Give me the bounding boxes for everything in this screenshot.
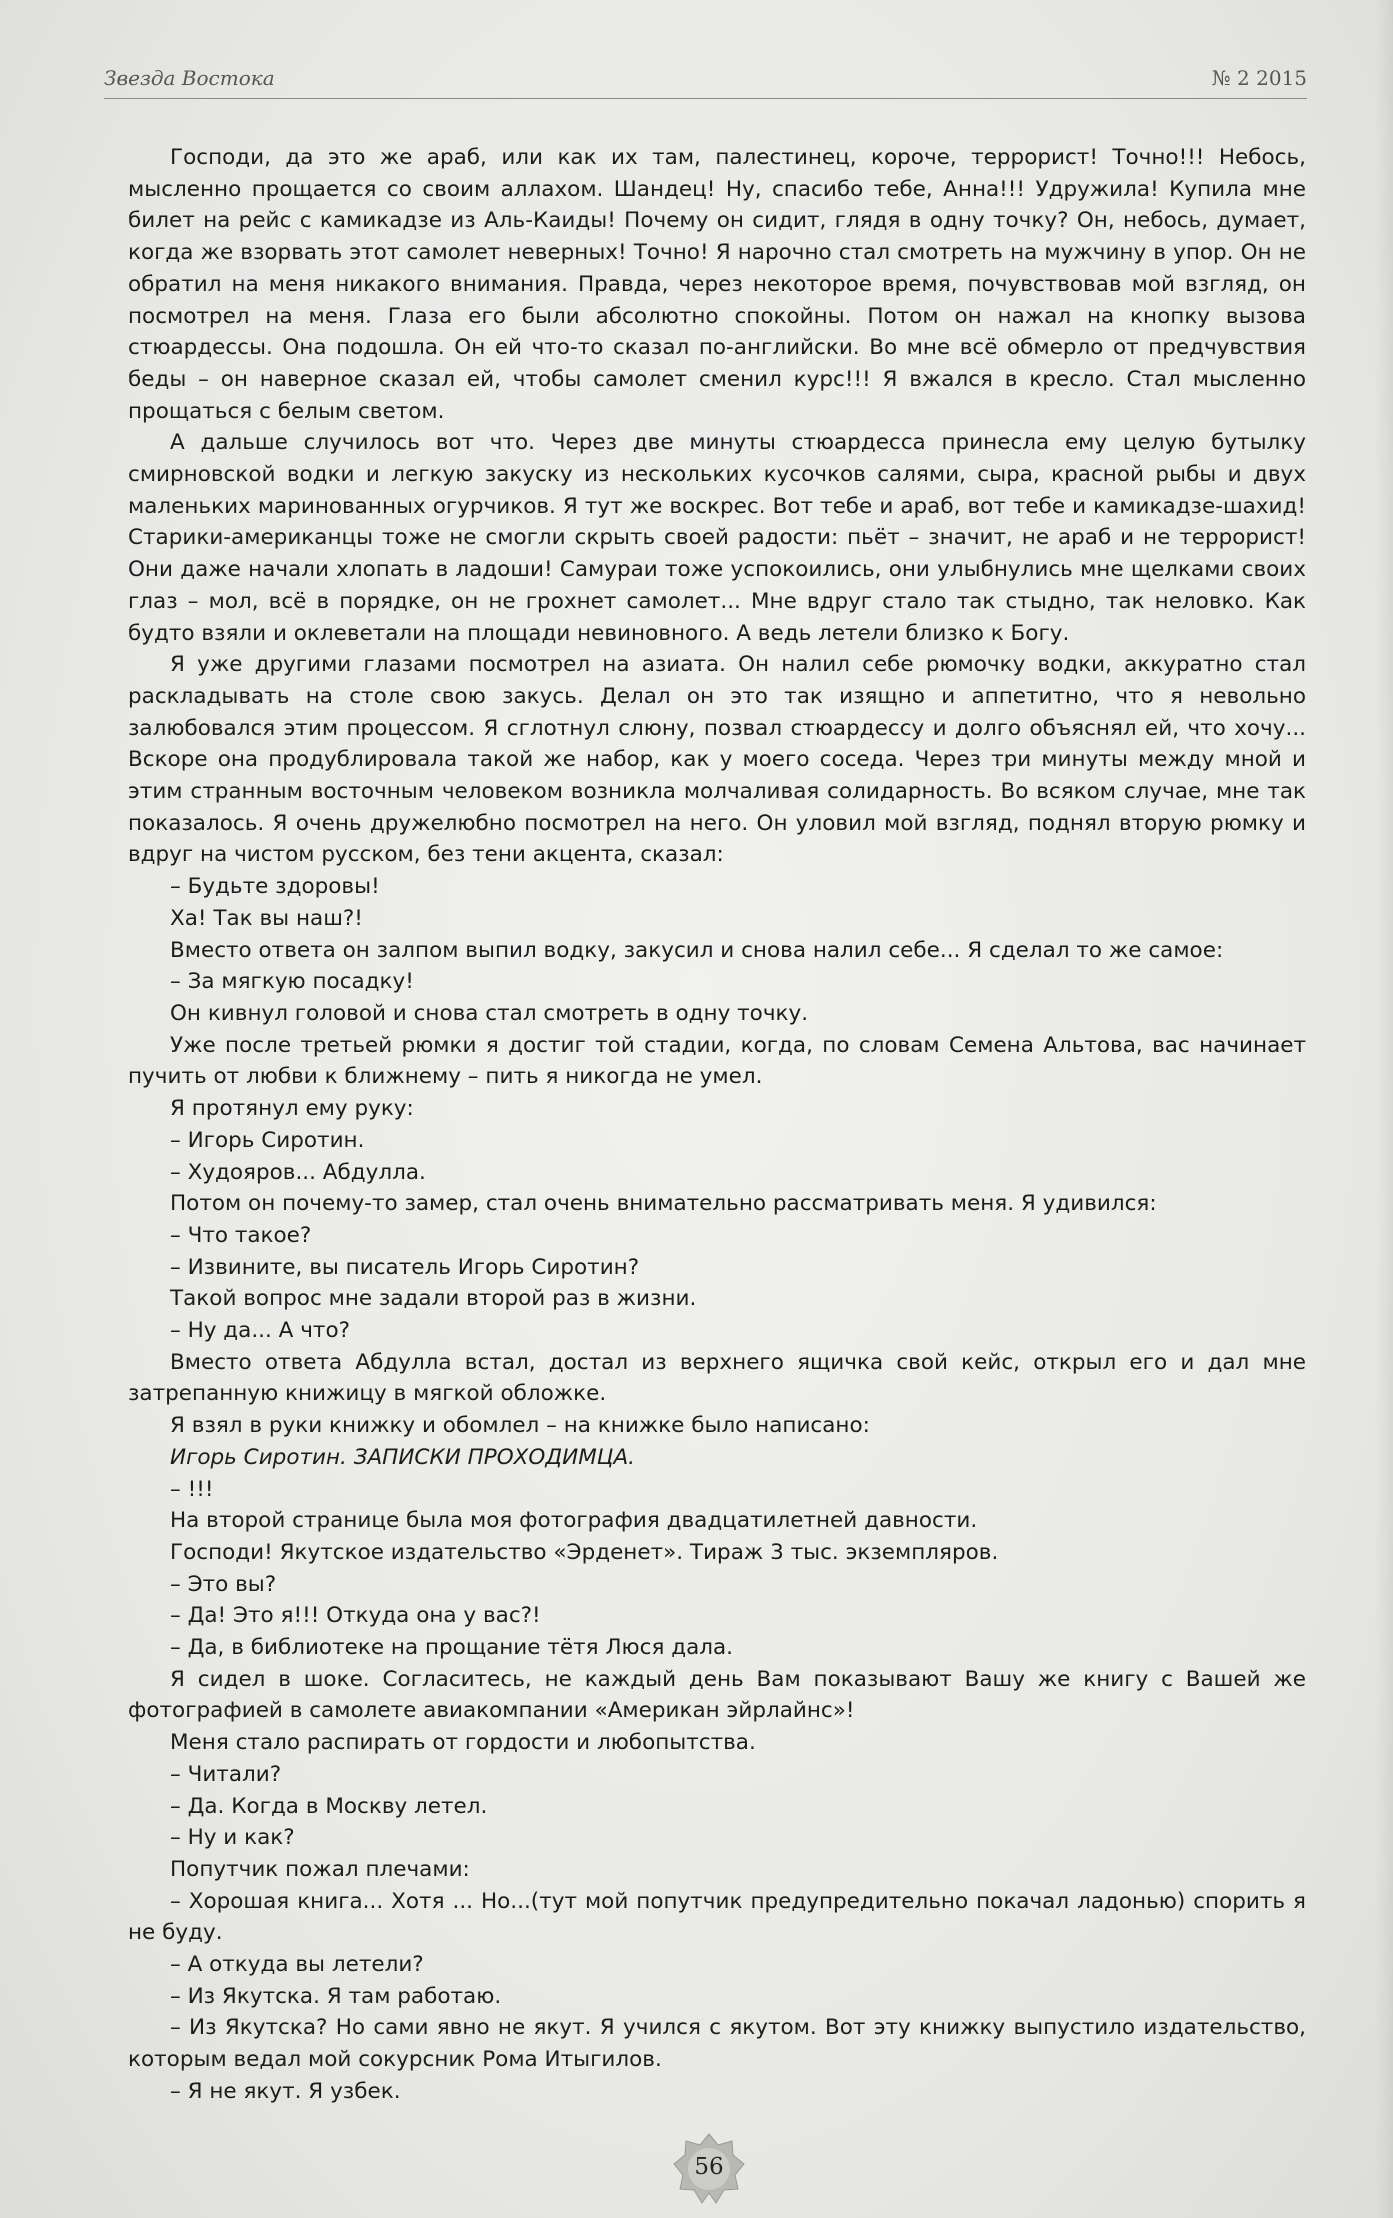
issue-number: № 2 2015	[1211, 66, 1307, 90]
article-body	[128, 142, 1306, 2108]
page-number: 56	[694, 2154, 724, 2180]
paragraph: А дальше случилось вот что. Через две минуты стюардесса принесла ему целую бутылку смирновской водки и легкую закуску из нескольких кусочков салями, сыра, красной рыбы и двух маленьких маринованных огурчиков. Я тут же воскрес. Вот тебе и араб, вот тебе и камикадзе-шахид! Старики-американцы тоже не смогли скрыть своей радости: пьёт – значит, не араб и не террорист! Они даже начали хлопать в ладоши! Самураи тоже успокоились, они улыбнулись мне щелками своих глаз – мол, всё в порядке, он не грохнет самолет... Мне вдруг стало так стыдно, так неловко. Как будто взяли и оклеветали на площади невиновного. А ведь летели близко к Богу.	[128, 430, 1306, 646]
paragraph: Такой вопрос мне задали второй раз в жизни.	[170, 1286, 697, 1312]
paragraph: – Да, в библиотеке на прощание тётя Люся дала.	[170, 1635, 734, 1661]
paragraph: – Читали?	[170, 1761, 282, 1787]
paragraph: Я взял в руки книжку и обомлел – на книжке было написано:	[170, 1413, 870, 1439]
paragraph: – За мягкую посадку!	[170, 969, 414, 995]
paragraph: Уже после третьей рюмки я достиг той стадии, когда, по словам Семена Альтова, вас начинает пучить от любви к ближнему – пить я никогда не умел.	[128, 1032, 1306, 1090]
paragraph: – Худояров... Абдулла.	[170, 1159, 426, 1185]
paragraph: Он кивнул головой и снова стал смотреть в одну точку.	[170, 1000, 809, 1026]
paragraph: Я протянул ему руку:	[170, 1096, 414, 1122]
paragraph: – Что такое?	[170, 1222, 312, 1248]
paragraph: Вместо ответа Абдулла встал, достал из верхнего ящичка свой кейс, открыл его и дал мне затрепанную книжицу в мягкой обложке.	[128, 1349, 1306, 1407]
page-footer	[0, 2128, 1393, 2208]
scan-edge-shadow	[1375, 0, 1393, 2218]
paragraph: – Это вы?	[170, 1571, 277, 1597]
paragraph: – !!!	[170, 1476, 214, 1502]
paragraph: – Хорошая книга... Хотя ... Но...(тут мой попутчик предупредительно покачал ладонью) спорить я не буду.	[128, 1888, 1306, 1946]
paragraph: Господи, да это же араб, или как их там, палестинец, короче, террорист! Точно!!! Небось, мысленно прощается со своим аллахом. Шандец! Ну, спасибо тебе, Анна!!! Удружила! Купила мне билет на рейс с камикадзе из Аль-Каиды! Почему он сидит, глядя в одну точку? Он, небось, думает, когда же взорвать этот самолет неверных! Точно! Я нарочно стал смотреть на мужчину в упор. Он не обратил на меня никакого внимания. Правда, через некоторое время, почувствовав мой взгляд, он посмотрел на меня. Глаза его были абсолютно спокойны. Потом он нажал на кнопку вызова стюардессы. Она подошла. Он ей что-то сказал по-английски. Во мне всё обмерло от предчувствия беды – он наверное сказал ей, чтобы самолет сменил курс!!! Я вжался в кресло. Стал мысленно прощаться с белым светом.	[128, 145, 1306, 424]
paragraph: Игорь Сиротин. ЗАПИСКИ ПРОХОДИМЦА.	[170, 1444, 636, 1470]
paragraph: Ха! Так вы наш?!	[170, 905, 363, 931]
paragraph: – А откуда вы летели?	[170, 1952, 424, 1978]
paragraph: Вместо ответа он залпом выпил водку, закусил и снова налил себе... Я сделал то же самое:	[170, 937, 1224, 963]
paragraph: – Будьте здоровы!	[170, 874, 380, 900]
paragraph: – Я не якут. Я узбек.	[170, 2078, 401, 2104]
paragraph: Попутчик пожал плечами:	[170, 1856, 470, 1882]
paragraph: Потом он почему-то замер, стал очень внимательно рассматривать меня. Я удивился:	[170, 1191, 1157, 1217]
paragraph: – Да. Когда в Москву летел.	[170, 1793, 488, 1819]
paragraph: На второй странице была моя фотография двадцатилетней давности.	[170, 1508, 978, 1534]
paragraph: Я уже другими глазами посмотрел на азиата. Он налил себе рюмочку водки, аккуратно стал раскладывать на столе свою закусь. Делал он это так изящно и аппетитно, что я невольно залюбовался этим процессом. Я сглотнул слюну, позвал стюардессу и долго объяснял ей, что хочу... Вскоре она продублировала такой же набор, как у моего соседа. Через три минуты между мной и этим странным восточным человеком возникла молчаливая солидарность. Во всяком случае, мне так показалось. Я очень дружелюбно посмотрел на него. Он уловил мой взгляд, поднял вторую рюмку и вдруг на чистом русском, без тени акцента, сказал:	[128, 652, 1306, 868]
paragraph: – Да! Это я!!! Откуда она у вас?!	[170, 1603, 541, 1629]
paragraph: – Ну и как?	[170, 1825, 295, 1851]
paragraph: – Ну да... А что?	[170, 1318, 351, 1344]
paragraph: – Извините, вы писатель Игорь Сиротин?	[170, 1254, 640, 1280]
paragraph: Меня стало распирать от гордости и любопытства.	[170, 1730, 756, 1756]
paragraph: – Из Якутска? Но сами явно не якут. Я учился с якутом. Вот эту книжку выпустило издательство, которым ведал мой сокурсник Рома Итыгилов.	[128, 2015, 1306, 2073]
paragraph: Господи! Якутское издательство «Эрденет». Тираж 3 тыс. экземпляров.	[170, 1539, 999, 1565]
journal-title: Звезда Востока	[104, 66, 275, 90]
running-header	[104, 62, 1307, 99]
paragraph: Я сидел в шоке. Согласитесь, не каждый день Вам показывают Вашу же книгу с Вашей же фотографией в самолете авиакомпании «Американ эйрлайнс»!	[128, 1666, 1306, 1724]
paragraph: – Игорь Сиротин.	[170, 1127, 365, 1153]
paragraph: – Из Якутска. Я там работаю.	[170, 1983, 502, 2009]
